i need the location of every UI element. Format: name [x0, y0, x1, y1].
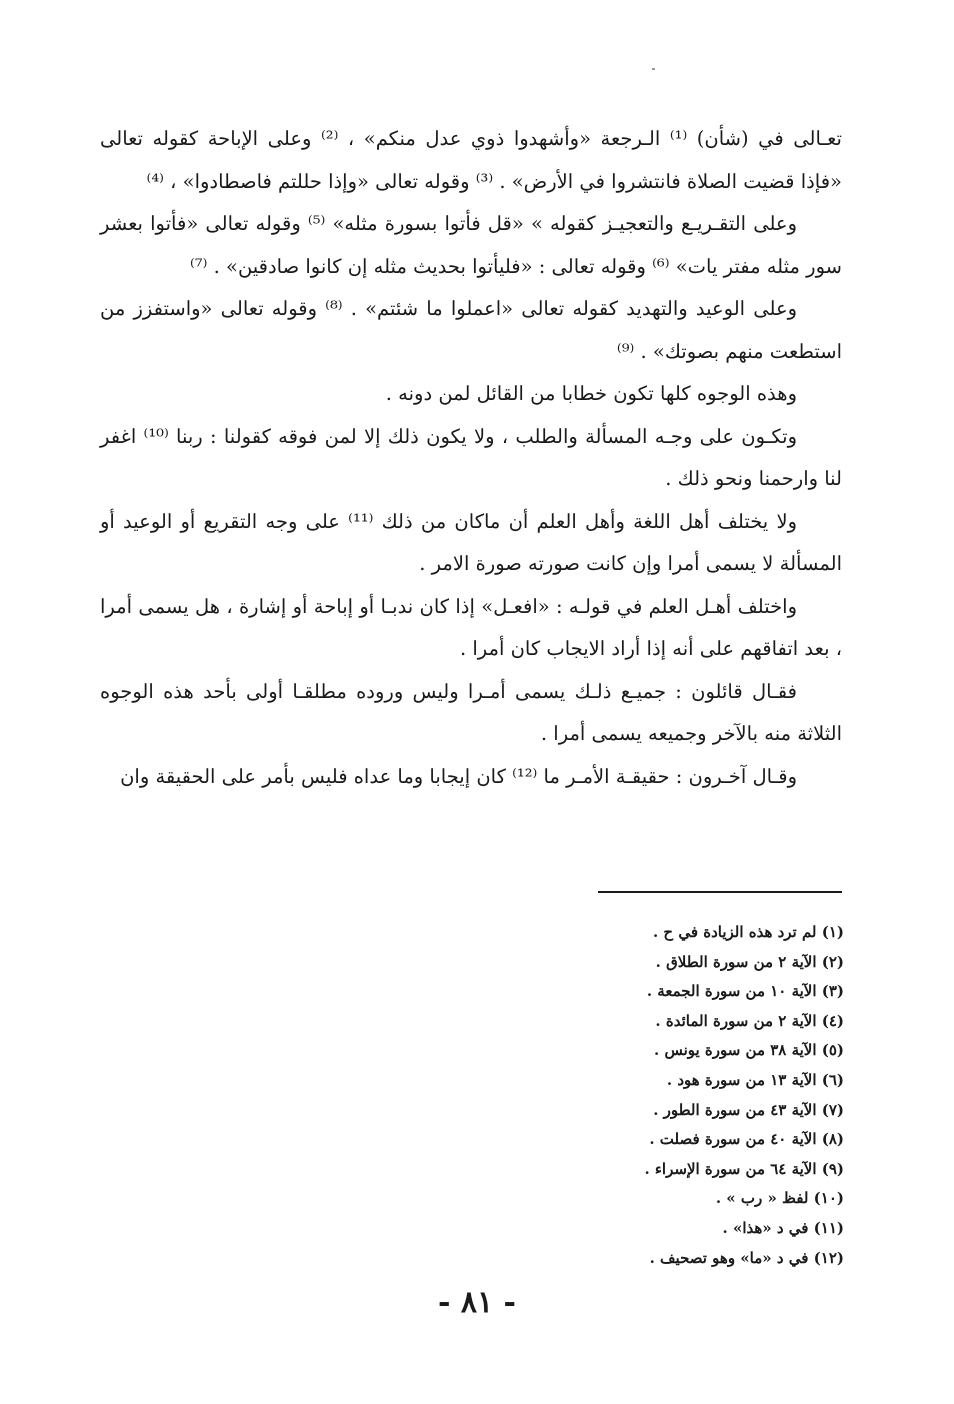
paragraph: وقـال آخـرون : حقيقـة الأمـر ما ⁽¹²⁾ كان إيجابا وما عداه فليس بأمر على الحقيقة وان [120, 764, 797, 788]
paragraph: ولا يختلف أهل اللغة وأهل العلم أن ماكان من ذلك ⁽¹¹⁾ على وجه التقريع أو الوعيد أو المسألة لا يسمى أمرا وإن كانت صورته صورة الامر . [100, 509, 842, 575]
footnote-item: (٨) الآية ٤٠ من سورة فصلت . [649, 1130, 844, 1149]
paragraph: فقـال قائلون : جميـع ذلـك يسمى أمـرا وليس وروده مطلقـا أولى بأحد هذه الوجوه الثلاثة منه بالآخر وجميعه يسمى أمرا . [100, 679, 842, 745]
paragraph: وعلى الوعيد والتهديد كقوله تعالى «اعملوا ما شئتم» . ⁽⁸⁾ وقوله تعالى «واستفزز من استطعت منهم بصوتك» . ⁽⁹⁾ [100, 297, 842, 363]
footnote-item: (٩) الآية ٦٤ من سورة الإسراء . [644, 1159, 844, 1178]
paragraph: تعـالى في (شأن) ⁽¹⁾ الـرجعة «وأشهدوا ذوي عدل منكم» ، ⁽²⁾ وعلى الإباحة كقوله تعالى «فإذا قضيت الصلاة فانتشروا في الأرض» . ⁽³⁾ وقوله تعالى «وإذا حللتم فاصطادوا» ، ⁽⁴⁾ [100, 127, 842, 193]
footnote-item: (٥) الآية ٣٨ من سورة يونس . [654, 1041, 844, 1060]
paragraph: وعلى التقـريـع والتعجيـز كقوله » «قل فأتوا بسورة مثله» ⁽⁵⁾ وقوله تعالى «فأتوا بعشر سور مثله مفتر يات» ⁽⁶⁾ وقوله تعالى : «فليأتوا بحديث مثله إن كانوا صادقين» . ⁽⁷⁾ [100, 212, 842, 278]
footnote-item: (٦) الآية ١٣ من سورة هود . [666, 1070, 844, 1089]
footnote-divider [598, 891, 842, 893]
footnote-item: (٤) الآية ٢ من سورة المائدة . [655, 1011, 844, 1030]
footnote-item: (٧) الآية ٤٣ من سورة الطور . [653, 1100, 844, 1119]
footnote-item: (١٢) في د «ما» وهو تصحيف . [649, 1248, 844, 1267]
paragraph: وهذه الوجوه كلها تكون خطابا من القائل لمن دونه . [385, 382, 797, 405]
footnote-item: (١) لم ترد هذه الزيادة في ح . [652, 923, 844, 941]
footnotes [544, 918, 844, 1273]
footnote-item: (٣) الآية ١٠ من سورة الجمعة . [646, 982, 844, 1001]
paragraph: وتكـون على وجـه المسألة والطلب ، ولا يكون ذلك إلا لمن فوقه كقولنا : ربنا ⁽¹⁰⁾ اغفر لنا وارحمنا ونحو ذلك . [100, 424, 842, 490]
main-text [100, 118, 842, 798]
scan-speck [652, 68, 655, 70]
footnote-item: (١١) في د «هذا» . [722, 1218, 844, 1237]
page-number: - ٨١ - [437, 1285, 517, 1320]
footnote-item: (٢) الآية ٢ من سورة الطلاق . [655, 952, 844, 971]
paragraph: واختلف أهـل العلم في قولـه : «افعـل» إذا كان ندبـا أو إباحة أو إشارة ، هل يسمى أمرا ، بعد اتفاقهم على أنه إذا أراد الايجاب كان أمرا . [100, 594, 842, 660]
footnote-item: (١٠) لفظ « رب » . [715, 1189, 844, 1208]
